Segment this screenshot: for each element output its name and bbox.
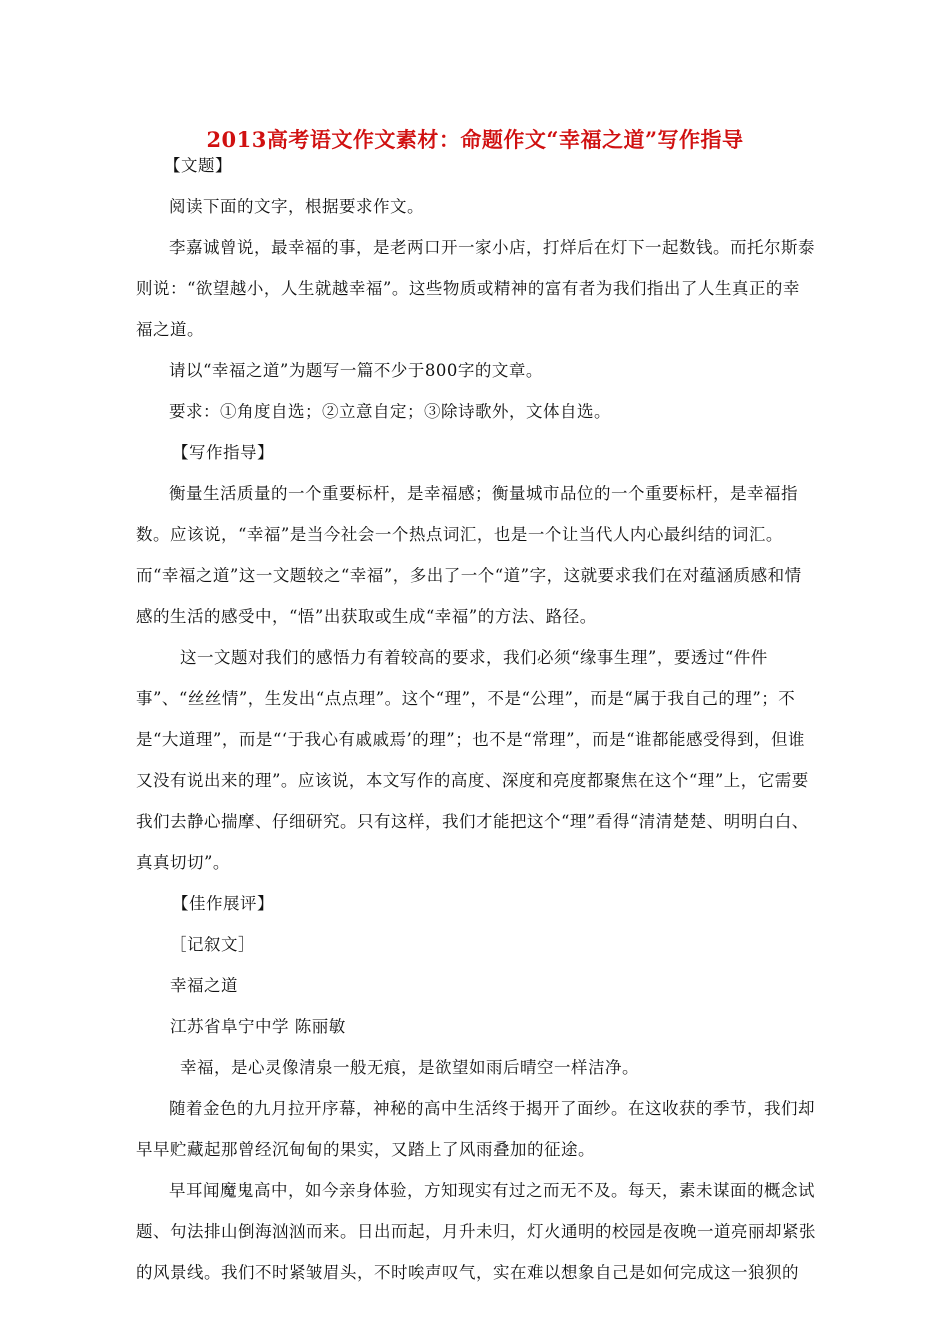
- paragraph-prompt-task: 请以“幸福之道”为题写一篇不少于800字的文章。: [169, 361, 543, 380]
- paragraph-prompt-requirements: 要求：①角度自选；②立意自定；③除诗歌外，文体自选。: [169, 402, 611, 421]
- section-heading-guide: 【写作指导】: [172, 443, 274, 462]
- essay-author: 江苏省阜宁中学 陈丽敏: [170, 1017, 346, 1036]
- paragraph-guide-2: 这一文题对我们的感悟力有着较高的要求，我们必须“缘事生理”，要透过“件件事”、“丝丝情”，生发出“点点理”。这个“理”，不是“公理”，而是“属于我自己的理”；不是“大道理”，而是“‘于我心有戚戚焉’的理”；也不是“常理”，而是“谁都能感受得到，但谁又没有说出来的理”。应该说，本文写作的高度、深度和亮度都聚焦在这个“理”上，它需要我们去静心揣摩、仔细研究。只有这样，我们才能把这个“理”看得“清清楚楚、明明白白、真真切切”。: [136, 648, 809, 872]
- essay-genre: ［记叙文］: [170, 935, 255, 954]
- essay-paragraph-3: 早耳闻魔鬼高中，如今亲身体验，方知现实有过之而无不及。每天，素未谋面的概念试题、句法排山倒海汹汹而来。日出而起，月升未归，灯火通明的校园是夜晚一道亮丽却紧张的风景线。我们不时紧皱眉头，不时唉声叹气，实在难以想象自己是如何完成这一狼狈的: [136, 1181, 816, 1282]
- section-heading-showcase: 【佳作展评】: [172, 894, 274, 913]
- essay-paragraph-1: 幸福，是心灵像清泉一般无痕，是欲望如雨后晴空一样洁净。: [180, 1058, 639, 1077]
- section-heading-prompt: 【文题】: [164, 156, 232, 175]
- document-title: 2013高考语文作文素材：命题作文“幸福之道”写作指导: [206, 127, 744, 152]
- document-body: [136, 145, 816, 1293]
- paragraph-guide-1: 衡量生活质量的一个重要标杆，是幸福感；衡量城市品位的一个重要标杆，是幸福指数。应该说，“幸福”是当今社会一个热点词汇，也是一个让当代人内心最纠结的词汇。而“幸福之道”这一文题较之“幸福”，多出了一个“道”字，这就要求我们在对蕴涵质感和情感的生活的感受中，“悟”出获取或生成“幸福”的方法、路径。: [136, 484, 802, 626]
- paragraph-prompt-quote: 李嘉诚曾说，最幸福的事，是老两口开一家小店，打烊后在灯下一起数钱。而托尔斯泰则说：“欲望越小，人生就越幸福”。这些物质或精神的富有者为我们指出了人生真正的幸福之道。: [136, 238, 815, 339]
- essay-title: 幸福之道: [170, 976, 238, 995]
- paragraph-prompt-intro: 阅读下面的文字，根据要求作文。: [169, 197, 424, 216]
- essay-paragraph-2: 随着金色的九月拉开序幕，神秘的高中生活终于揭开了面纱。在这收获的季节，我们却早早贮藏起那曾经沉甸甸的果实，又踏上了风雨叠加的征途。: [136, 1099, 815, 1159]
